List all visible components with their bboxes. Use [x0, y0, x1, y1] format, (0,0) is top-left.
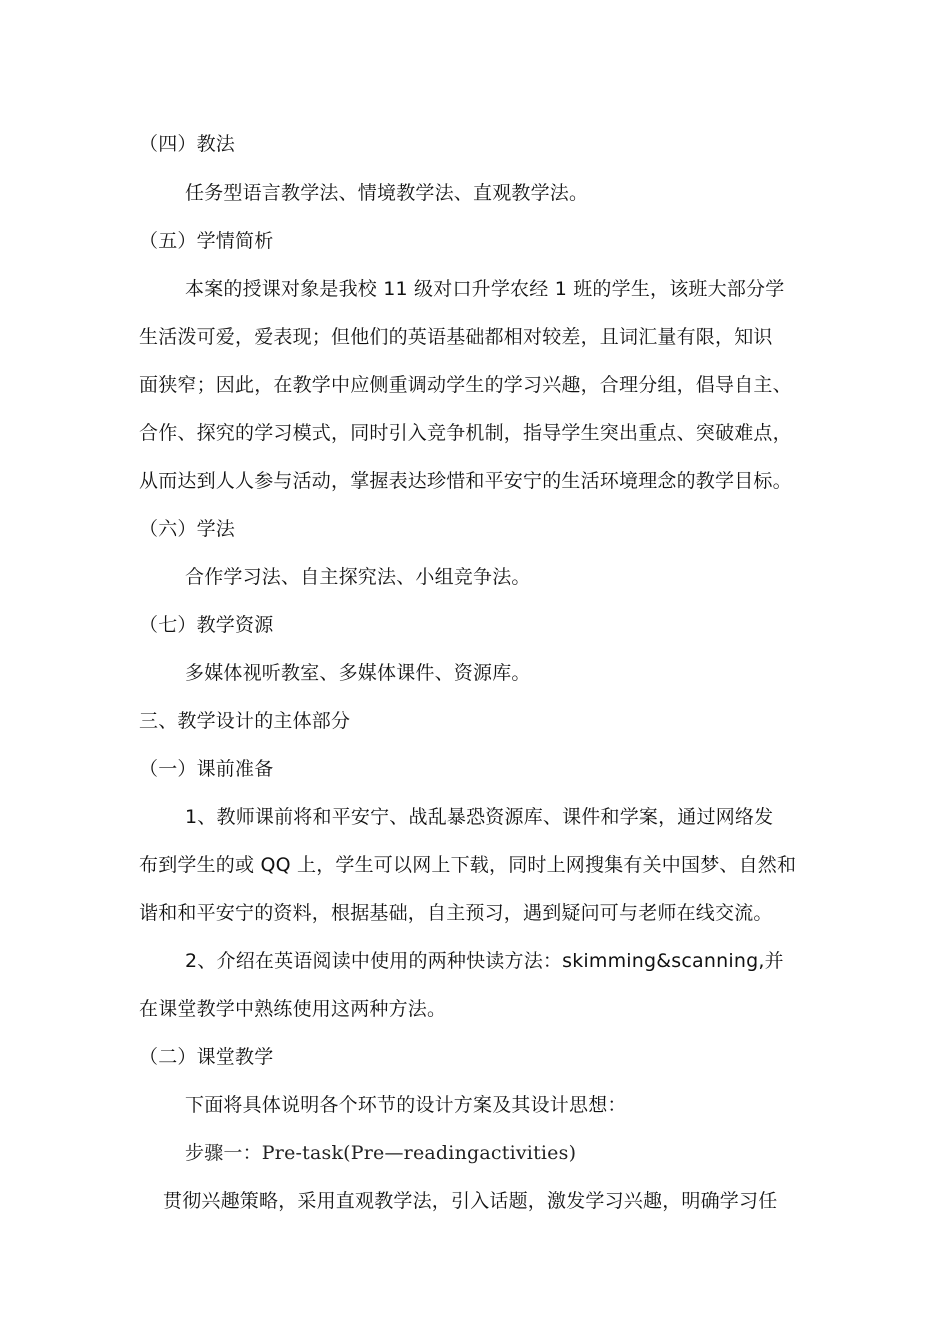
- paragraph-student-analysis-line: 本案的授课对象是我校 11 级对口升学农经 1 班的学生，该班大部分学: [185, 278, 785, 300]
- paragraph-reading-methods-line: 2、介绍在英语阅读中使用的两种快读方法：skimming&scanning,并: [185, 950, 784, 972]
- heading-teaching-methods: （四）教法: [139, 133, 236, 155]
- paragraph-preparation-line: 布到学生的或 QQ 上，学生可以网上下载，同时上网搜集有关中国梦、自然和: [139, 854, 797, 876]
- heading-classroom-teaching: （二）课堂教学: [139, 1046, 274, 1068]
- heading-preparation: （一）课前准备: [139, 758, 274, 780]
- paragraph-teaching-methods: 任务型语言教学法、情境教学法、直观教学法。: [185, 182, 589, 204]
- paragraph-student-analysis-line: 面狭窄；因此，在教学中应侧重调动学生的学习兴趣，合理分组，倡导自主、: [139, 374, 792, 396]
- paragraph-intro: 下面将具体说明各个环节的设计方案及其设计思想：: [185, 1094, 627, 1116]
- heading-design-main-part: 三、教学设计的主体部分: [139, 710, 351, 732]
- paragraph-student-analysis-line: 从而达到人人参与活动，掌握表达珍惜和平安宁的生活环境理念的教学目标。: [139, 470, 792, 492]
- heading-teaching-resources: （七）教学资源: [139, 614, 274, 636]
- paragraph-teaching-resources: 多媒体视听教室、多媒体课件、资源库。: [185, 662, 531, 684]
- paragraph-step-one-line: 贯彻兴趣策略，采用直观教学法，引入话题，激发学习兴趣，明确学习任: [163, 1190, 778, 1212]
- step-one-label: 步骤一：Pre-task(Pre—readingactivities): [185, 1142, 577, 1164]
- heading-student-analysis: （五）学情简析: [139, 230, 274, 252]
- paragraph-reading-methods-line: 在课堂教学中熟练使用这两种方法。: [139, 998, 447, 1020]
- heading-learning-methods: （六）学法: [139, 518, 236, 540]
- paragraph-preparation-line: 谐和和平安宁的资料，根据基础，自主预习，遇到疑问可与老师在线交流。: [139, 902, 773, 924]
- paragraph-student-analysis-line: 生活泼可爱，爱表现；但他们的英语基础都相对较差，且词汇量有限，知识: [139, 326, 773, 348]
- paragraph-learning-methods: 合作学习法、自主探究法、小组竞争法。: [185, 566, 531, 588]
- paragraph-preparation-line: 1、教师课前将和平安宁、战乱暴恐资源库、课件和学案，通过网络发: [185, 806, 774, 828]
- paragraph-student-analysis-line: 合作、探究的学习模式，同时引入竞争机制，指导学生突出重点、突破难点，: [139, 422, 792, 444]
